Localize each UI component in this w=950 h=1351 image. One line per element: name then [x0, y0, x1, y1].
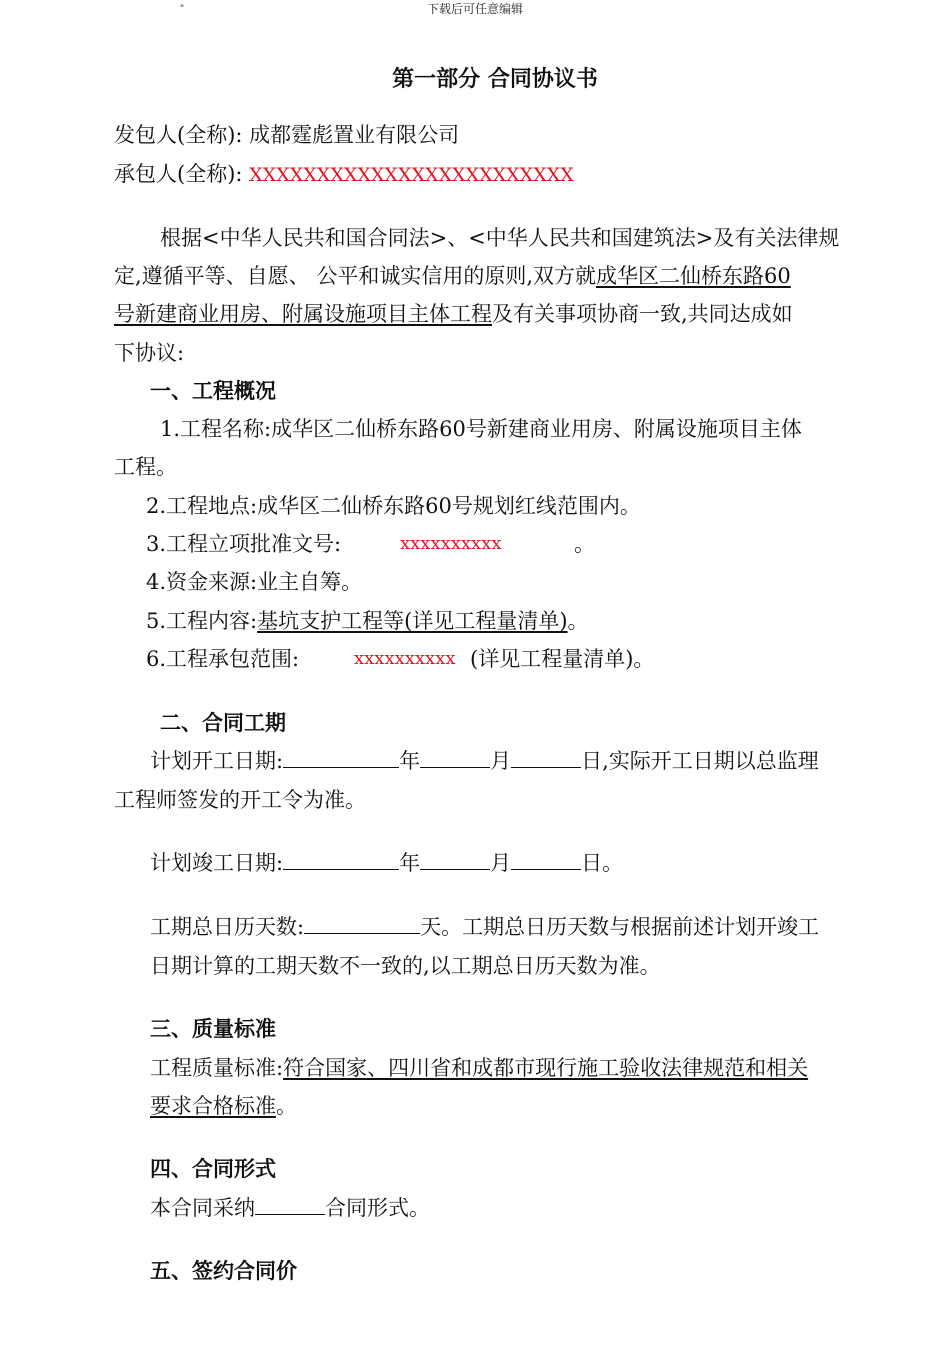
end-month-blank[interactable] — [420, 849, 490, 870]
preamble-line-4: 下协议: — [114, 341, 185, 365]
quality-label: 工程质量标准: — [150, 1056, 284, 1080]
employer-name: 成都霆彪置业有限公司 — [249, 123, 460, 147]
start-date-line-2: 工程师签发的开工令为准。 — [114, 788, 366, 812]
end-date-label: 计划竣工日期: — [150, 851, 284, 875]
item-5 — [146, 607, 589, 635]
section-3-heading: 三、质量标准 — [150, 1017, 276, 1041]
quality-standard: 符合国家、四川省和成都市现行施工验收法律规范和相关 — [283, 1056, 809, 1080]
section-4-heading: 四、合同形式 — [150, 1157, 276, 1181]
preamble-text: 定,遵循平等、自愿、 公平和诚实信用的原则,双方就 — [114, 264, 597, 288]
contractor-line — [114, 160, 574, 189]
download-note: 下载后可任意编辑 — [426, 2, 523, 16]
contract-form-line — [150, 1194, 430, 1222]
contractor-label: 承包人(全称): — [114, 162, 243, 186]
project-name: 号新建商业用房、附属设施项目主体工程 — [114, 302, 492, 326]
contract-scope: xxxxxxxxxx — [354, 648, 456, 669]
item-5-end: 。 — [567, 609, 589, 633]
preamble-line-3 — [114, 300, 793, 328]
employer-line — [114, 121, 459, 149]
item-5-label: 5.工程内容: — [146, 609, 258, 633]
end-year-label: 年 — [399, 851, 421, 875]
end-month-label: 月 — [490, 851, 512, 875]
end-day-blank[interactable] — [511, 849, 581, 870]
total-days-line-2: 日期计算的工期天数不一致的,以工期总日历天数为准。 — [150, 954, 661, 978]
work-content: 基坑支护工程等(详见工程量清单) — [257, 609, 568, 633]
section-2-heading: 二、合同工期 — [160, 711, 286, 735]
item-1-line-1: 1.工程名称:成华区二仙桥东路60号新建商业用房、附属设施项目主体 — [160, 417, 802, 441]
item-4: 4.资金来源:业主自筹。 — [146, 570, 363, 594]
end-year-blank[interactable] — [283, 849, 399, 870]
contract-form-b: 合同形式。 — [325, 1196, 430, 1220]
quality-end: 。 — [276, 1094, 297, 1118]
start-year-blank[interactable] — [283, 747, 399, 768]
section-1-heading: 一、工程概况 — [150, 379, 276, 403]
total-days-tail: 天。工期总日历天数与根据前述计划开竣工 — [420, 915, 820, 939]
item-1-line-2: 工程。 — [114, 455, 177, 479]
contract-form-blank[interactable] — [255, 1194, 325, 1215]
preamble-line-2 — [114, 262, 791, 290]
item-2: 2.工程地点:成华区二仙桥东路60号规划红线范围内。 — [146, 494, 641, 518]
start-month-blank[interactable] — [420, 747, 490, 768]
approval-number: xxxxxxxxxx — [400, 533, 502, 554]
item-6 — [146, 645, 655, 673]
item-6-label: 6.工程承包范围: — [146, 647, 300, 671]
start-date-line — [150, 747, 819, 775]
quality-standard-cont: 要求合格标准 — [150, 1094, 276, 1118]
preamble-text-2: 及有关事项协商一致,共同达成如 — [492, 302, 793, 326]
header-mark: " — [180, 4, 185, 14]
item-3 — [146, 530, 595, 558]
start-day-blank[interactable] — [511, 747, 581, 768]
section-5-heading: 五、签约合同价 — [150, 1259, 297, 1283]
item-3-end: 。 — [574, 532, 595, 556]
year-label: 年 — [399, 749, 421, 773]
start-date-label: 计划开工日期: — [150, 749, 284, 773]
contractor-name: XXXXXXXXXXXXXXXXXXXXXXXX — [249, 164, 574, 186]
total-days-line — [150, 913, 819, 941]
employer-label: 发包人(全称): — [114, 123, 243, 147]
day-label: 日 — [581, 749, 603, 773]
month-label: 月 — [490, 749, 512, 773]
item-6-end: (详见工程量清单)。 — [470, 647, 655, 671]
contract-form-a: 本合同采纳 — [150, 1196, 255, 1220]
quality-line-1 — [150, 1054, 808, 1082]
end-date-line — [150, 849, 623, 877]
preamble-line-1: 根据<中华人民共和国合同法>、<中华人民共和国建筑法>及有关法律规 — [160, 226, 840, 250]
project-location: 成华区二仙桥东路60 — [596, 264, 791, 288]
total-days-label: 工期总日历天数: — [150, 915, 305, 939]
end-day-label: 日。 — [581, 851, 624, 875]
start-date-tail: ,实际开工日期以总监理 — [602, 749, 819, 773]
item-3-label: 3.工程立项批准文号: — [146, 532, 342, 556]
page-title: 第一部分 合同协议书 — [392, 67, 598, 92]
total-days-blank[interactable] — [304, 913, 420, 934]
quality-line-2 — [150, 1092, 297, 1120]
